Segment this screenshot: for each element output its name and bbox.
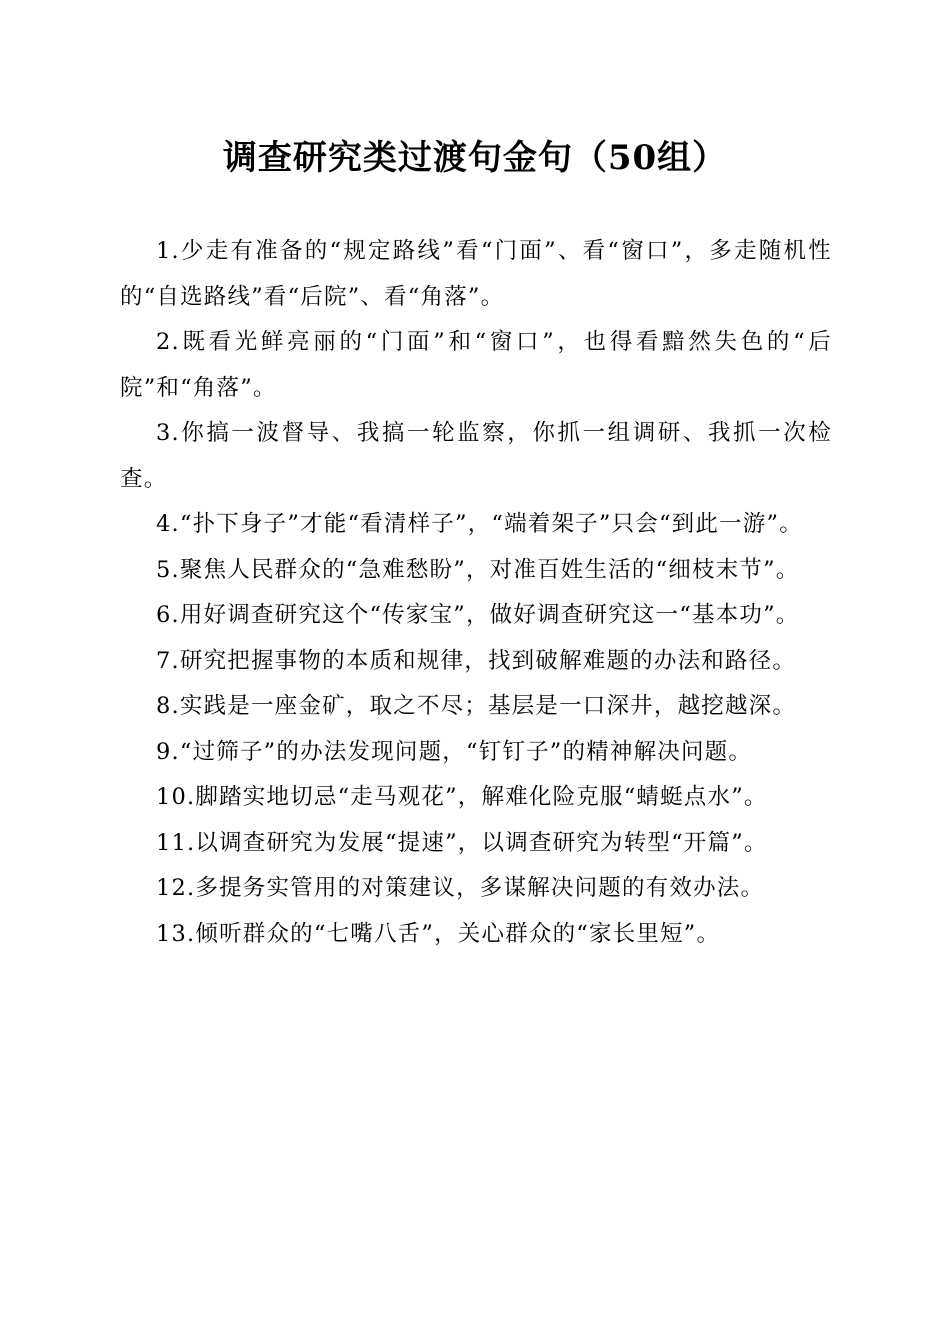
list-item: 5.聚焦人民群众的“急难愁盼”，对准百姓生活的“细枝末节”。 <box>156 556 800 583</box>
list-item: 7.研究把握事物的本质和规律，找到破解难题的办法和路径。 <box>156 647 797 674</box>
document-title: 调查研究类过渡句金句（50组） <box>222 138 728 178</box>
list-item: 2.既看光鲜亮丽的“门面”和“窗口”，也得看黯然失色的“后院”和“角落”。 <box>120 329 832 401</box>
list-item: 12.多提务实管用的对策建议，多谋解决问题的有效办法。 <box>156 875 765 901</box>
document-body <box>120 229 832 957</box>
list-item: 13.倾听群众的“七嘴八舌”，关心群众的“家长里短”。 <box>156 920 721 947</box>
list-item: 10.脚踏实地切忌“走马观花”，解难化险克服“蜻蜓点水”。 <box>156 784 768 810</box>
list-item: 3.你搞一波督导、我搞一轮监察，你抓一组调研、我抓一次检查。 <box>120 420 832 492</box>
list-item: 8.实践是一座金矿，取之不尽；基层是一口深井，越挖越深。 <box>156 693 797 719</box>
list-item: 4.“扑下身子”才能“看清样子”，“端着架子”只会“到此一游”。 <box>156 511 803 537</box>
list-item: 9.“过筛子”的办法发现问题，“钉钉子”的精神解决问题。 <box>156 738 753 765</box>
list-item: 6.用好调查研究这个“传家宝”，做好调查研究这一“基本功”。 <box>156 602 800 628</box>
list-item: 11.以调查研究为发展“提速”，以调查研究为转型“开篇”。 <box>156 829 768 856</box>
list-item: 1.少走有准备的“规定路线”看“门面”、看“窗口”，多走随机性的“自选路线”看“后院”、看“角落”。 <box>120 238 832 310</box>
